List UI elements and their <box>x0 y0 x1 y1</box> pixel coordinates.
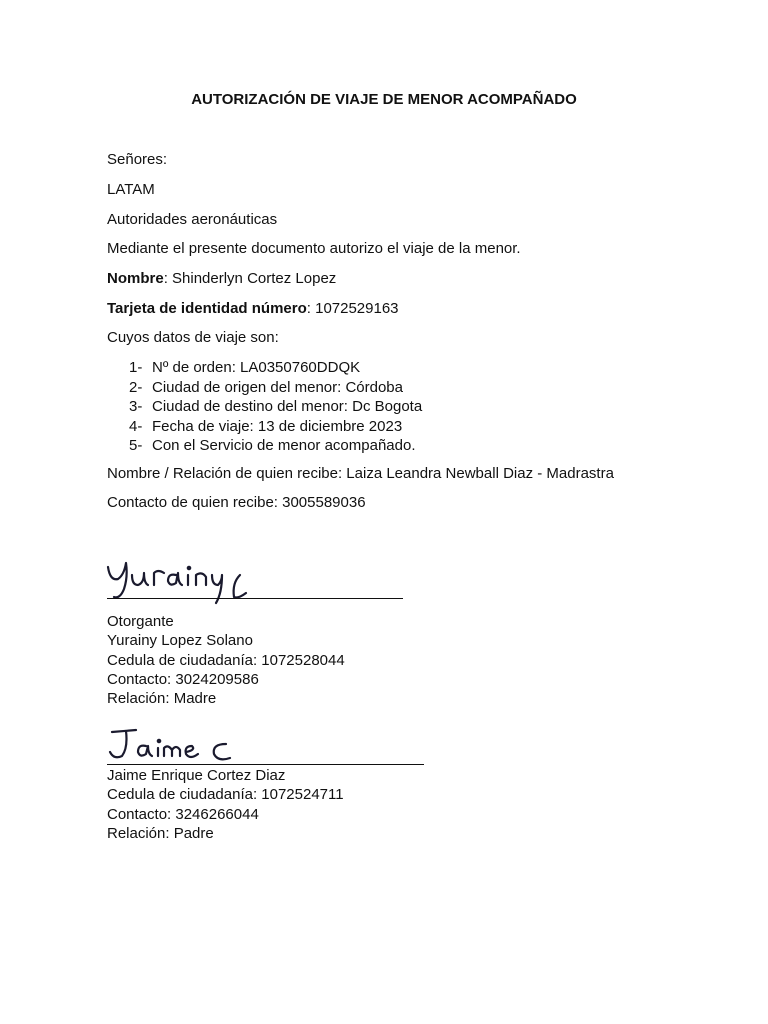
intro-text: Mediante el presente documento autorizo el viaje de la menor. <box>107 240 521 257</box>
grantor-relation: Relación: Madre <box>107 690 217 707</box>
list-item-number: 5- <box>129 437 143 454</box>
list-item-number: 2- <box>129 378 143 396</box>
receiver-name: Nombre / Relación de quien recibe: Laiza Leandra Newball Diaz - Madrastra <box>107 465 614 482</box>
grantor-contact: Contacto: 3024209586 <box>107 671 259 688</box>
grantor-id: Cedula de ciudadanía: 1072528044 <box>107 652 345 669</box>
list-item <box>129 436 422 456</box>
greeting: Señores: <box>107 151 168 168</box>
father-contact: Contacto: 3246266044 <box>107 806 259 823</box>
list-item <box>129 358 422 378</box>
grantor-role: Otorgante <box>107 613 174 630</box>
list-item-text: Ciudad de destino del menor: Dc Bogota <box>152 398 423 415</box>
list-item-number: 1- <box>129 359 143 376</box>
minor-id-value: : 1072529163 <box>306 300 399 317</box>
father-id: Cedula de ciudadanía: 1072524711 <box>107 786 344 803</box>
list-item-number: 4- <box>129 417 143 435</box>
recipient-latam: LATAM <box>107 181 155 198</box>
minor-name <box>107 270 336 288</box>
list-item-text: Nº de orden: LA0350760DDQK <box>152 359 361 376</box>
recipient-authorities: Autoridades aeronáuticas <box>107 211 278 228</box>
receiver-contact: Contacto de quien recibe: 3005589036 <box>107 494 366 511</box>
minor-name-label: Nombre <box>107 270 164 287</box>
list-item <box>129 378 422 398</box>
trip-intro: Cuyos datos de viaje son: <box>107 329 279 346</box>
father-signature <box>106 722 246 768</box>
grantor-signature-line <box>107 598 403 599</box>
list-item-text: Ciudad de origen del menor: Córdoba <box>152 378 403 396</box>
minor-id-label: Tarjeta de identidad número <box>107 300 307 317</box>
list-item <box>129 397 422 417</box>
trip-details-list <box>129 358 422 456</box>
list-item <box>129 417 422 437</box>
list-item-text: Fecha de viaje: 13 de diciembre 2023 <box>152 417 403 435</box>
list-item-number: 3- <box>129 398 143 415</box>
minor-id <box>107 300 399 318</box>
father-relation: Relación: Padre <box>107 825 214 842</box>
minor-name-value: : Shinderlyn Cortez Lopez <box>163 270 337 287</box>
list-item-text: Con el Servicio de menor acompañado. <box>152 437 416 454</box>
father-signature-line <box>107 764 424 765</box>
grantor-signature <box>104 553 264 613</box>
document-title: AUTORIZACIÓN DE VIAJE DE MENOR ACOMPAÑADO <box>191 91 577 108</box>
grantor-name: Yurainy Lopez Solano <box>107 632 253 649</box>
father-name: Jaime Enrique Cortez Diaz <box>107 767 286 784</box>
